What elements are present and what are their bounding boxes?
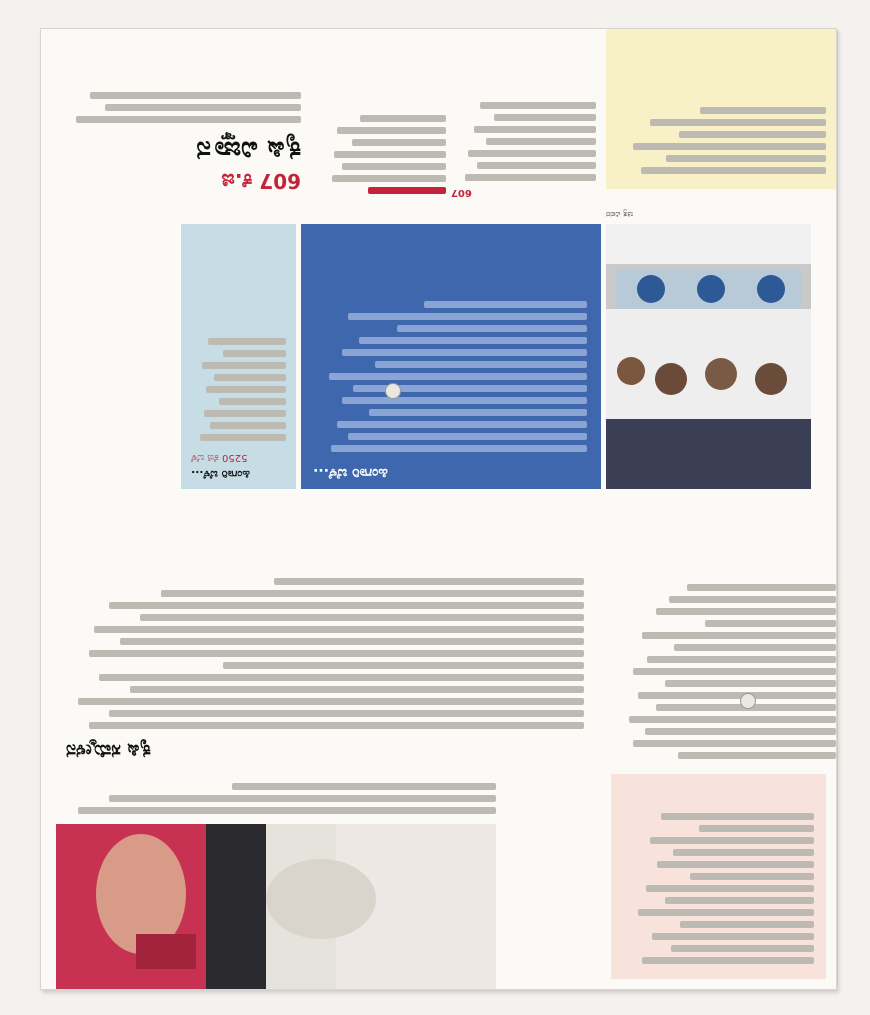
news-column-b — [316, 29, 446, 199]
news-column-a: 607 — [451, 29, 596, 199]
light-blue-heading: ಹಿಂಗಾರಿ ಬೆಳೆ... — [191, 468, 250, 481]
headline-figure: 607 ಕೆ.ಜಿ — [221, 169, 301, 193]
clipping-content-rotated — [41, 29, 836, 989]
photo-team-caption: ಚಿತ್ರ ವಿವರ — [606, 210, 634, 219]
blue-info-box — [301, 224, 601, 489]
figure-5250: 5250 ಕೆಜಿ ಬೆಳೆ — [191, 452, 248, 463]
yellow-box — [606, 29, 836, 189]
section-article — [56, 501, 596, 761]
newspaper-clipping — [40, 28, 837, 990]
headline-block — [46, 29, 311, 199]
punch-hole — [740, 693, 756, 709]
caption-under-photo — [56, 774, 496, 819]
section-heading: ಕೃಷಿ ಸಮ್ಮೇಳನ — [66, 740, 151, 761]
punch-hole — [385, 383, 401, 399]
pink-sidebar — [611, 774, 826, 979]
light-blue-box — [181, 224, 296, 489]
left-column-text — [611, 504, 836, 764]
blue-box-heading: ಹಿಂಗಾರಿ ಬೆಳೆ... — [313, 465, 388, 481]
photo-patient — [56, 824, 496, 989]
headline-title: ಕೃಷಿ ವಿಜ್ಞಾನ — [196, 135, 301, 165]
photo-team — [606, 224, 811, 489]
